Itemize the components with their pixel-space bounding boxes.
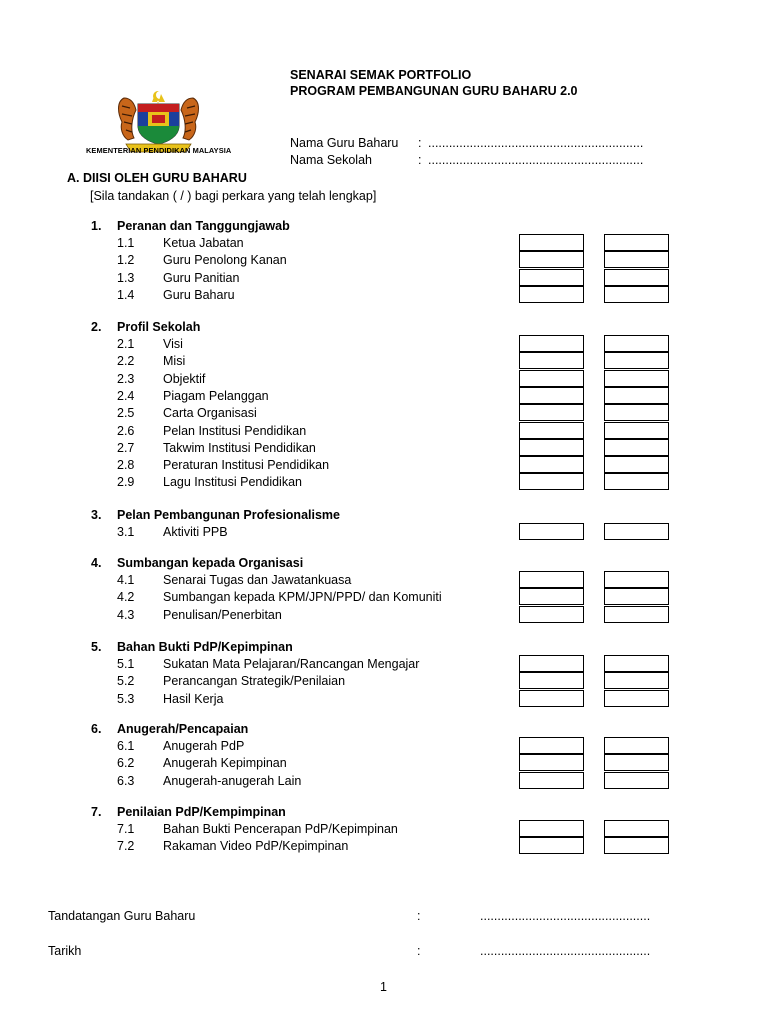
item-label: Peraturan Institusi Pendidikan	[163, 458, 330, 473]
checkbox-column-2[interactable]	[604, 655, 669, 672]
item-number: 4.3	[117, 607, 135, 622]
field-value-school-name: ..............................................................	[428, 153, 644, 167]
item-label: Carta Organisasi	[163, 406, 257, 421]
checkbox-column-2[interactable]	[604, 473, 669, 490]
checkbox-column-1[interactable]	[519, 286, 584, 303]
group-title: Profil Sekolah	[117, 320, 201, 334]
checkbox-column-2[interactable]	[604, 837, 669, 854]
checkbox-column-2[interactable]	[604, 456, 669, 473]
checkbox-column-2[interactable]	[604, 737, 669, 754]
item-label: Hasil Kerja	[163, 691, 224, 706]
item-label: Senarai Tugas dan Jawatankuasa	[163, 573, 352, 587]
date-separator: :	[417, 944, 421, 958]
item-number: 4.1	[117, 573, 135, 587]
field-separator: :	[418, 153, 422, 167]
checkbox-column-1[interactable]	[519, 370, 584, 387]
group-title: Peranan dan Tanggungjawab	[117, 219, 290, 233]
field-label-school-name: Nama Sekolah	[290, 153, 372, 167]
checkbox-column-1[interactable]	[519, 269, 584, 286]
item-number: 2.1	[117, 337, 135, 351]
item-label: Anugerah PdP	[163, 739, 245, 753]
checkbox-column-2[interactable]	[604, 571, 669, 588]
checkbox-column-2[interactable]	[604, 370, 669, 387]
item-label: Anugerah Kepimpinan	[163, 756, 287, 771]
checkbox-column-2[interactable]	[604, 335, 669, 352]
checkbox-column-2[interactable]	[604, 422, 669, 439]
section-instruction: [Sila tandakan ( / ) bagi perkara yang telah lengkap]	[90, 189, 377, 203]
checkbox-column-1[interactable]	[519, 655, 584, 672]
signature-label: Tandatangan Guru Baharu	[48, 909, 196, 923]
item-number: 2.9	[117, 475, 135, 490]
group-title: Penilaian PdP/Kempimpinan	[117, 805, 286, 819]
item-label: Objektif	[163, 371, 206, 386]
group-number: 7.	[91, 805, 102, 819]
item-number: 2.8	[117, 458, 135, 473]
field-label-teacher-name: Nama Guru Baharu	[290, 136, 399, 150]
item-label: Guru Panitian	[163, 270, 240, 285]
item-number: 5.1	[117, 657, 135, 671]
item-label: Takwim Institusi Pendidikan	[163, 440, 316, 455]
date-label: Tarikh	[48, 944, 82, 958]
checkbox-column-1[interactable]	[519, 606, 584, 623]
item-label: Rakaman Video PdP/Kepimpinan	[163, 839, 349, 854]
field-value-teacher-name: ..............................................................	[428, 136, 644, 150]
checkbox-column-2[interactable]	[604, 588, 669, 605]
checkbox-column-2[interactable]	[604, 234, 669, 251]
group-number: 5.	[91, 640, 102, 654]
checkbox-column-2[interactable]	[604, 439, 669, 456]
item-number: 1.4	[117, 287, 135, 302]
item-number: 2.2	[117, 354, 135, 369]
signature-value: .................................................	[480, 909, 651, 923]
checkbox-column-2[interactable]	[604, 672, 669, 689]
item-number: 2.5	[117, 406, 135, 421]
page-number: 1	[380, 980, 387, 994]
item-number: 2.6	[117, 423, 135, 438]
group-title: Sumbangan kepada Organisasi	[117, 556, 304, 570]
checkbox-column-1[interactable]	[519, 523, 584, 540]
field-separator: :	[418, 136, 422, 150]
checkbox-column-2[interactable]	[604, 286, 669, 303]
checkbox-column-1[interactable]	[519, 588, 584, 605]
item-number: 7.2	[117, 839, 135, 854]
item-label: Piagam Pelanggan	[163, 388, 269, 403]
date-value: .................................................	[480, 944, 651, 958]
checkbox-column-1[interactable]	[519, 672, 584, 689]
group-number: 4.	[91, 556, 102, 570]
item-label: Guru Baharu	[163, 287, 235, 302]
item-label: Penulisan/Penerbitan	[163, 607, 282, 622]
checkbox-column-2[interactable]	[604, 251, 669, 268]
checkbox-column-1[interactable]	[519, 837, 584, 854]
checkbox-column-1[interactable]	[519, 772, 584, 789]
item-number: 2.4	[117, 388, 135, 403]
checkbox-column-1[interactable]	[519, 820, 584, 837]
item-number: 3.1	[117, 525, 135, 539]
item-label: Visi	[163, 337, 183, 351]
item-number: 5.2	[117, 674, 135, 689]
group-title: Pelan Pembangunan Profesionalisme	[117, 508, 340, 522]
item-label: Sumbangan kepada KPM/JPN/PPD/ dan Komuniti	[163, 590, 442, 605]
ministry-caption: KEMENTERIAN PENDIDIKAN MALAYSIA	[86, 146, 232, 155]
group-number: 6.	[91, 722, 102, 736]
checkbox-column-1[interactable]	[519, 234, 584, 251]
item-label: Perancangan Strategik/Penilaian	[163, 674, 346, 689]
checkbox-column-1[interactable]	[519, 439, 584, 456]
checkbox-column-1[interactable]	[519, 335, 584, 352]
group-number: 1.	[91, 219, 102, 233]
item-number: 1.1	[117, 236, 135, 250]
checkbox-column-1[interactable]	[519, 754, 584, 771]
item-label: Sukatan Mata Pelajaran/Rancangan Mengajar	[163, 657, 420, 671]
checkbox-column-2[interactable]	[604, 820, 669, 837]
checkbox-column-1[interactable]	[519, 473, 584, 490]
checkbox-column-1[interactable]	[519, 387, 584, 404]
item-number: 6.3	[117, 773, 135, 788]
item-label: Aktiviti PPB	[163, 525, 228, 539]
checkbox-column-1[interactable]	[519, 352, 584, 369]
checkbox-column-2[interactable]	[604, 523, 669, 540]
checkbox-column-2[interactable]	[604, 690, 669, 707]
item-number: 4.2	[117, 590, 135, 605]
checkbox-column-1[interactable]	[519, 737, 584, 754]
checkbox-column-1[interactable]	[519, 422, 584, 439]
item-label: Misi	[163, 354, 186, 369]
item-number: 6.1	[117, 739, 135, 753]
checkbox-column-1[interactable]	[519, 571, 584, 588]
item-label: Ketua Jabatan	[163, 236, 244, 250]
item-label: Pelan Institusi Pendidikan	[163, 423, 307, 438]
checkbox-column-2[interactable]	[604, 606, 669, 623]
item-label: Lagu Institusi Pendidikan	[163, 475, 302, 490]
checkbox-column-2[interactable]	[604, 352, 669, 369]
item-label: Anugerah-anugerah Lain	[163, 773, 302, 788]
item-number: 1.2	[117, 253, 135, 268]
checkbox-column-2[interactable]	[604, 404, 669, 421]
checkbox-column-1[interactable]	[519, 456, 584, 473]
group-number: 2.	[91, 320, 102, 334]
signature-separator: :	[417, 909, 421, 923]
checkbox-column-2[interactable]	[604, 772, 669, 789]
item-number: 7.1	[117, 822, 135, 836]
group-number: 3.	[91, 508, 102, 522]
item-number: 2.7	[117, 440, 135, 455]
checkbox-column-2[interactable]	[604, 269, 669, 286]
checkbox-column-1[interactable]	[519, 251, 584, 268]
section-title: A. DIISI OLEH GURU BAHARU	[67, 171, 247, 185]
item-number: 2.3	[117, 371, 135, 386]
item-label: Guru Penolong Kanan	[163, 253, 287, 268]
item-number: 1.3	[117, 270, 135, 285]
group-title: Bahan Bukti PdP/Kepimpinan	[117, 640, 293, 654]
checkbox-column-1[interactable]	[519, 690, 584, 707]
item-label: Bahan Bukti Pencerapan PdP/Kepimpinan	[163, 822, 398, 836]
item-number: 6.2	[117, 756, 135, 771]
checkbox-column-2[interactable]	[604, 387, 669, 404]
document-title-line2: PROGRAM PEMBANGUNAN GURU BAHARU 2.0	[290, 84, 578, 98]
group-title: Anugerah/Pencapaian	[117, 722, 249, 736]
checkbox-column-2[interactable]	[604, 754, 669, 771]
item-number: 5.3	[117, 691, 135, 706]
document-title-line1: SENARAI SEMAK PORTFOLIO	[290, 68, 472, 82]
checkbox-column-1[interactable]	[519, 404, 584, 421]
